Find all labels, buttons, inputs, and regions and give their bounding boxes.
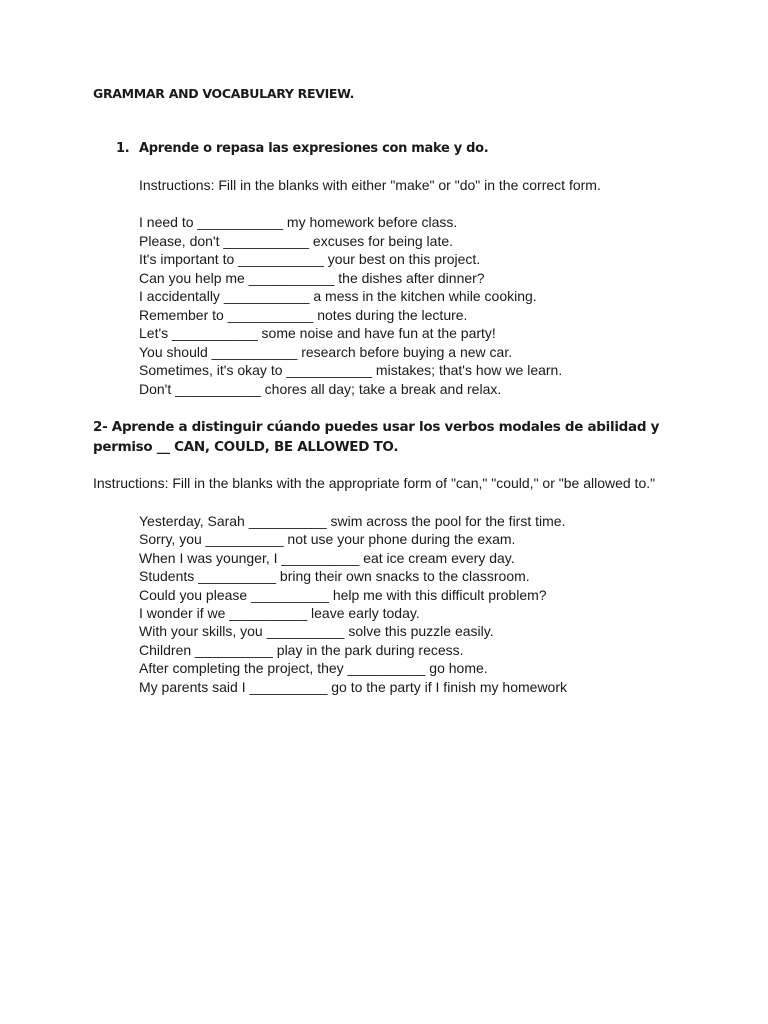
exercise-sentence: Could you please __________ help me with this difficult problem? (139, 586, 547, 603)
exercise-sentence: Remember to ___________ notes during the lecture. (139, 306, 468, 323)
exercise-sentence: Don't ___________ chores all day; take a break and relax. (139, 380, 502, 397)
exercise-sentence: You should ___________ research before buying a new car. (139, 343, 513, 360)
exercise-sentence: Sometimes, it's okay to ___________ mistakes; that's how we learn. (139, 362, 563, 378)
section-1-exercise-list (139, 213, 562, 398)
exercise-sentence: I need to ___________ my homework before class. (139, 214, 458, 230)
exercise-sentence: Students __________ bring their own snacks to the classroom. (139, 568, 530, 585)
exercise-sentence: Let's ___________ some noise and have fun at the party! (139, 325, 496, 341)
exercise-sentence: Can you help me ___________ the dishes after dinner? (139, 269, 485, 286)
section-1-instructions: Instructions: Fill in the blanks with either "make" or "do" in the correct form. (139, 177, 601, 193)
section-2-exercise-list (139, 512, 567, 696)
section-2-heading: 2- Aprende a distinguir cúando puedes usar los verbos modales de abilidad y permiso __ CAN, COULD, BE ALLOWED TO. (93, 419, 660, 455)
exercise-sentence: Children __________ play in the park during recess. (139, 641, 464, 658)
exercise-sentence: I wonder if we __________ leave early today. (139, 604, 420, 621)
exercise-sentence: It's important to ___________ your best on this project. (139, 251, 481, 267)
exercise-sentence: Yesterday, Sarah __________ swim across the pool for the first time. (139, 513, 566, 529)
document-title: GRAMMAR AND VOCABULARY REVIEW. (93, 86, 355, 101)
section-1-number: 1. (116, 141, 130, 156)
section-2-instructions: Instructions: Fill in the blanks with the appropriate form of "can," "could," or "be allowed to." (93, 475, 656, 491)
exercise-sentence: When I was younger, I __________ eat ice cream every day. (139, 549, 515, 566)
section-1-heading (116, 141, 488, 156)
exercise-sentence: Please, don't ___________ excuses for being late. (139, 232, 454, 249)
exercise-sentence: My parents said I __________ go to the party if I finish my homework (139, 678, 568, 695)
exercise-sentence: After completing the project, they __________ go home. (139, 660, 488, 677)
exercise-sentence: With your skills, you __________ solve this puzzle easily. (139, 623, 494, 640)
exercise-sentence: Sorry, you __________ not use your phone during the exam. (139, 531, 516, 548)
exercise-sentence: I accidentally ___________ a mess in the kitchen while cooking. (139, 288, 537, 304)
section-1-heading-text: Aprende o repasa las expresiones con make y do. (139, 141, 489, 156)
